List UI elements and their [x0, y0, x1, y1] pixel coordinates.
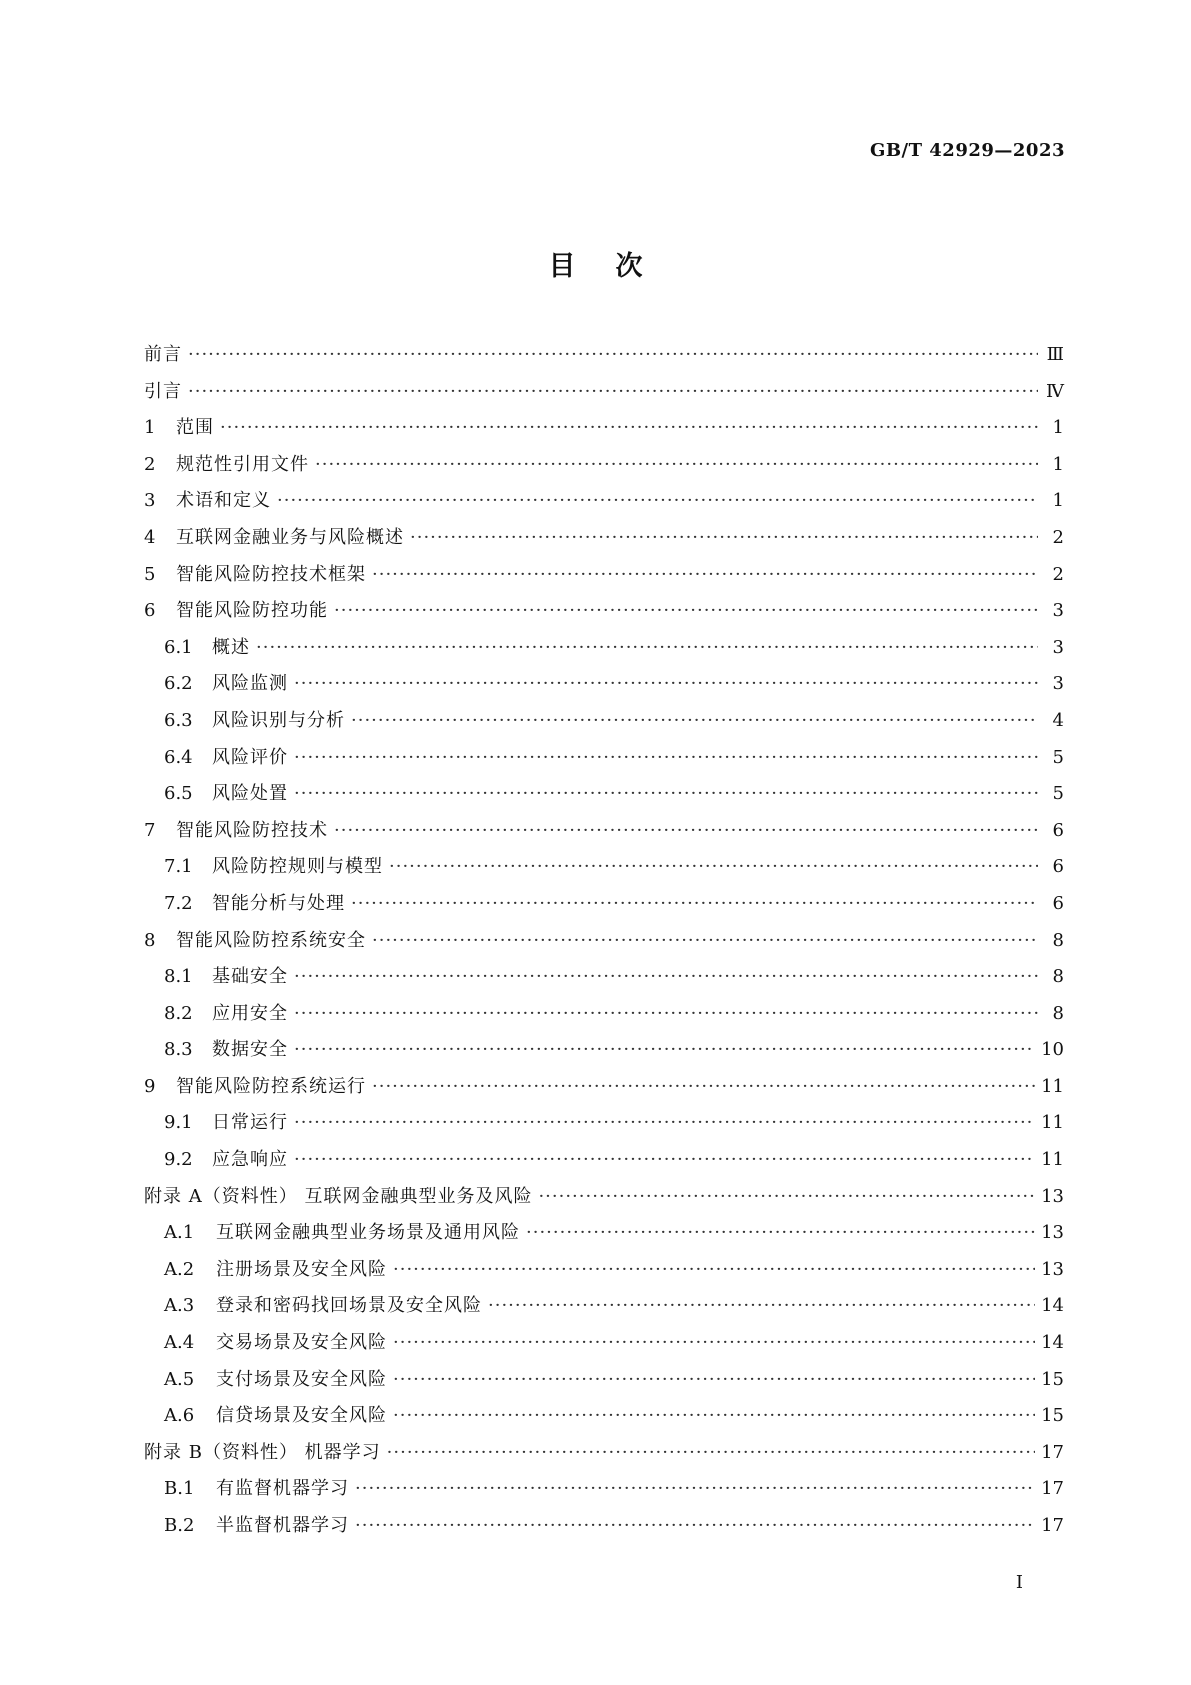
toc-entry-label: 支付场景及安全风险: [216, 1368, 387, 1390]
table-of-contents: [144, 340, 1064, 1548]
toc-entry-label: 应急响应: [212, 1149, 288, 1171]
toc-entry-number: 4: [144, 526, 156, 548]
toc-leader-dots: [294, 1112, 1035, 1133]
page-title: [0, 244, 1191, 283]
toc-leader-dots: [387, 1442, 1035, 1463]
toc-entry-label: 附录 A（资料性） 互联网金融典型业务及风险: [144, 1185, 533, 1207]
toc-leader-dots: [315, 454, 1038, 475]
toc-entry-page: 11: [1041, 1149, 1064, 1171]
toc-entry[interactable]: [144, 1255, 1064, 1292]
toc-leader-dots: [372, 930, 1038, 951]
toc-entry[interactable]: [144, 1182, 1064, 1219]
toc-entry-label: 交易场景及安全风险: [216, 1332, 387, 1354]
toc-entry-label: 风险监测: [212, 673, 288, 695]
toc-entry[interactable]: [144, 743, 1064, 780]
toc-entry-number: 7.1: [164, 856, 193, 878]
toc-entry-page: Ⅲ: [1046, 344, 1064, 365]
standard-code: GB/T 42929—2023: [869, 140, 1065, 161]
toc-entry-number: A.5: [164, 1368, 195, 1390]
toc-entry-number: 8.3: [164, 1039, 193, 1061]
toc-entry-label: 互联网金融典型业务场景及通用风险: [216, 1222, 520, 1244]
toc-entry-label: 范围: [176, 417, 214, 439]
toc-entry-number: 8: [144, 929, 156, 951]
toc-entry[interactable]: [144, 1474, 1064, 1511]
toc-entry-page: 5: [1052, 746, 1064, 768]
toc-entry-label: 规范性引用文件: [176, 453, 309, 475]
toc-leader-dots: [294, 783, 1038, 804]
toc-entry[interactable]: [144, 560, 1064, 597]
toc-entry-number: 8.1: [164, 966, 193, 988]
toc-entry-label: 有监督机器学习: [216, 1478, 349, 1500]
toc-entry-page: 3: [1052, 600, 1064, 622]
toc-leader-dots: [393, 1259, 1035, 1280]
page-title-char-2: 次: [615, 251, 643, 282]
toc-entry-page: 1: [1052, 490, 1064, 512]
toc-leader-dots: [355, 1515, 1035, 1536]
toc-entry-number: 7.2: [164, 892, 193, 914]
toc-leader-dots: [334, 600, 1038, 621]
toc-leader-dots: [389, 856, 1038, 877]
toc-entry-page: 17: [1041, 1441, 1064, 1463]
toc-entry-number: 9: [144, 1075, 156, 1097]
toc-entry-label: 智能风险防控技术: [176, 819, 328, 841]
toc-entry-number: 6.4: [164, 746, 193, 768]
toc-entry-number: 5: [144, 563, 156, 585]
toc-entry-label: 概述: [212, 636, 250, 658]
toc-entry-label: 引言: [144, 380, 182, 402]
toc-entry-number: A.2: [164, 1258, 195, 1280]
toc-leader-dots: [526, 1222, 1035, 1243]
toc-entry-page: 1: [1052, 453, 1064, 475]
toc-entry-label: 风险处置: [212, 783, 288, 805]
page-number: I: [1015, 1572, 1023, 1593]
toc-leader-dots: [277, 490, 1038, 511]
toc-leader-dots: [538, 1186, 1035, 1207]
toc-entry-number: A.1: [164, 1222, 195, 1244]
toc-entry-page: 10: [1041, 1039, 1064, 1061]
toc-entry-number: 3: [144, 490, 156, 512]
toc-entry[interactable]: [144, 1035, 1064, 1072]
toc-entry-label: 智能分析与处理: [212, 892, 345, 914]
toc-entry[interactable]: [144, 816, 1064, 853]
toc-entry-page: 13: [1041, 1185, 1064, 1207]
toc-entry[interactable]: [144, 1218, 1064, 1255]
toc-leader-dots: [393, 1369, 1035, 1390]
toc-entry-page: 15: [1041, 1368, 1064, 1390]
toc-entry[interactable]: [144, 1438, 1064, 1475]
toc-leader-dots: [393, 1332, 1035, 1353]
toc-entry[interactable]: [144, 596, 1064, 633]
toc-entry-page: 8: [1052, 929, 1064, 951]
toc-leader-dots: [372, 564, 1038, 585]
toc-entry-label: 智能风险防控系统运行: [176, 1075, 366, 1097]
toc-entry[interactable]: [144, 926, 1064, 963]
toc-entry-page: Ⅳ: [1046, 380, 1064, 402]
toc-leader-dots: [351, 893, 1038, 914]
toc-entry[interactable]: [144, 669, 1064, 706]
toc-entry[interactable]: [144, 450, 1064, 487]
toc-entry-label: 风险评价: [212, 746, 288, 768]
toc-leader-dots: [294, 673, 1038, 694]
toc-entry-number: 9.1: [164, 1112, 193, 1134]
toc-entry-label: 应用安全: [212, 1002, 288, 1024]
toc-entry-page: 17: [1041, 1515, 1064, 1536]
toc-entry-number: 6: [144, 600, 156, 622]
toc-entry-label: 登录和密码找回场景及安全风险: [216, 1295, 482, 1317]
toc-entry-page: 8: [1052, 1002, 1064, 1024]
toc-entry[interactable]: [144, 962, 1064, 999]
toc-leader-dots: [334, 820, 1038, 841]
toc-leader-dots: [188, 344, 1038, 365]
toc-entry-page: 1: [1052, 417, 1064, 439]
toc-leader-dots: [294, 1039, 1035, 1060]
toc-entry-page: 3: [1052, 673, 1064, 695]
toc-entry-number: 6.3: [164, 709, 193, 731]
toc-entry[interactable]: [144, 340, 1064, 377]
toc-entry-label: 术语和定义: [176, 490, 271, 512]
toc-entry-page: 5: [1052, 783, 1064, 805]
toc-entry[interactable]: [144, 633, 1064, 670]
toc-leader-dots: [188, 381, 1038, 402]
toc-entry-label: 注册场景及安全风险: [216, 1258, 387, 1280]
toc-entry-label: 智能风险防控功能: [176, 600, 328, 622]
toc-entry-number: A.4: [164, 1332, 195, 1354]
toc-entry[interactable]: [144, 1145, 1064, 1182]
toc-entry-page: 11: [1041, 1075, 1064, 1097]
toc-entry-label: 附录 B（资料性） 机器学习: [144, 1441, 381, 1463]
toc-entry-label: 前言: [144, 344, 182, 365]
toc-entry-label: 信贷场景及安全风险: [216, 1405, 387, 1427]
toc-entry-page: 13: [1041, 1258, 1064, 1280]
toc-entry-number: 2: [144, 453, 156, 475]
toc-leader-dots: [294, 747, 1038, 768]
toc-entry-page: 2: [1052, 526, 1064, 548]
toc-entry[interactable]: [144, 1328, 1064, 1365]
toc-entry[interactable]: [144, 377, 1064, 414]
toc-entry-page: 11: [1041, 1112, 1064, 1134]
toc-entry[interactable]: [144, 1365, 1064, 1402]
toc-entry-number: A.3: [164, 1295, 195, 1317]
toc-entry-label: 日常运行: [212, 1112, 288, 1134]
toc-entry-page: 3: [1052, 636, 1064, 658]
toc-entry-number: 9.2: [164, 1149, 193, 1171]
toc-entry-page: 14: [1041, 1332, 1064, 1354]
toc-leader-dots: [256, 637, 1038, 658]
toc-entry-number: 7: [144, 819, 156, 841]
toc-entry[interactable]: [144, 852, 1064, 889]
toc-entry-number: 6.2: [164, 673, 193, 695]
toc-entry[interactable]: [144, 1401, 1064, 1438]
toc-entry[interactable]: [144, 1511, 1064, 1548]
toc-entry[interactable]: [144, 486, 1064, 523]
toc-entry-number: A.6: [164, 1405, 195, 1427]
toc-entry-page: 6: [1052, 856, 1064, 878]
toc-entry-number: 6.5: [164, 783, 193, 805]
toc-leader-dots: [294, 1149, 1035, 1170]
toc-leader-dots: [355, 1478, 1035, 1499]
toc-entry-number: 1: [144, 417, 156, 439]
toc-leader-dots: [294, 966, 1038, 987]
toc-entry[interactable]: [144, 889, 1064, 926]
toc-entry-page: 4: [1052, 709, 1064, 731]
toc-leader-dots: [351, 710, 1038, 731]
toc-entry-number: 8.2: [164, 1002, 193, 1024]
toc-leader-dots: [488, 1295, 1035, 1316]
toc-entry-label: 互联网金融业务与风险概述: [176, 526, 404, 548]
toc-entry[interactable]: [144, 1072, 1064, 1109]
toc-entry-label: 数据安全: [212, 1039, 288, 1061]
toc-entry[interactable]: [144, 413, 1064, 450]
toc-leader-dots: [294, 1003, 1038, 1024]
toc-leader-dots: [393, 1405, 1035, 1426]
toc-entry-label: 半监督机器学习: [216, 1515, 349, 1536]
toc-entry[interactable]: [144, 706, 1064, 743]
toc-entry[interactable]: [144, 779, 1064, 816]
toc-entry-page: 6: [1052, 892, 1064, 914]
toc-entry-page: 14: [1041, 1295, 1064, 1317]
toc-entry-number: 6.1: [164, 636, 193, 658]
toc-entry-page: 13: [1041, 1222, 1064, 1244]
toc-entry-page: 2: [1052, 563, 1064, 585]
toc-leader-dots: [220, 417, 1038, 438]
toc-entry[interactable]: [144, 1291, 1064, 1328]
toc-entry-number: B.1: [164, 1478, 195, 1500]
toc-entry-label: 智能风险防控技术框架: [176, 563, 366, 585]
toc-entry[interactable]: [144, 1108, 1064, 1145]
toc-entry-label: 基础安全: [212, 966, 288, 988]
toc-entry-page: 15: [1041, 1405, 1064, 1427]
toc-entry-label: 风险识别与分析: [212, 709, 345, 731]
page-title-char-1: 目: [548, 251, 576, 282]
toc-entry-number: B.2: [164, 1515, 195, 1536]
toc-entry-label: 智能风险防控系统安全: [176, 929, 366, 951]
toc-entry-page: 6: [1052, 819, 1064, 841]
toc-entry[interactable]: [144, 523, 1064, 560]
toc-leader-dots: [410, 527, 1038, 548]
toc-entry[interactable]: [144, 999, 1064, 1036]
toc-entry-page: 8: [1052, 966, 1064, 988]
toc-entry-page: 17: [1041, 1478, 1064, 1500]
toc-leader-dots: [372, 1076, 1035, 1097]
toc-entry-label: 风险防控规则与模型: [212, 856, 383, 878]
